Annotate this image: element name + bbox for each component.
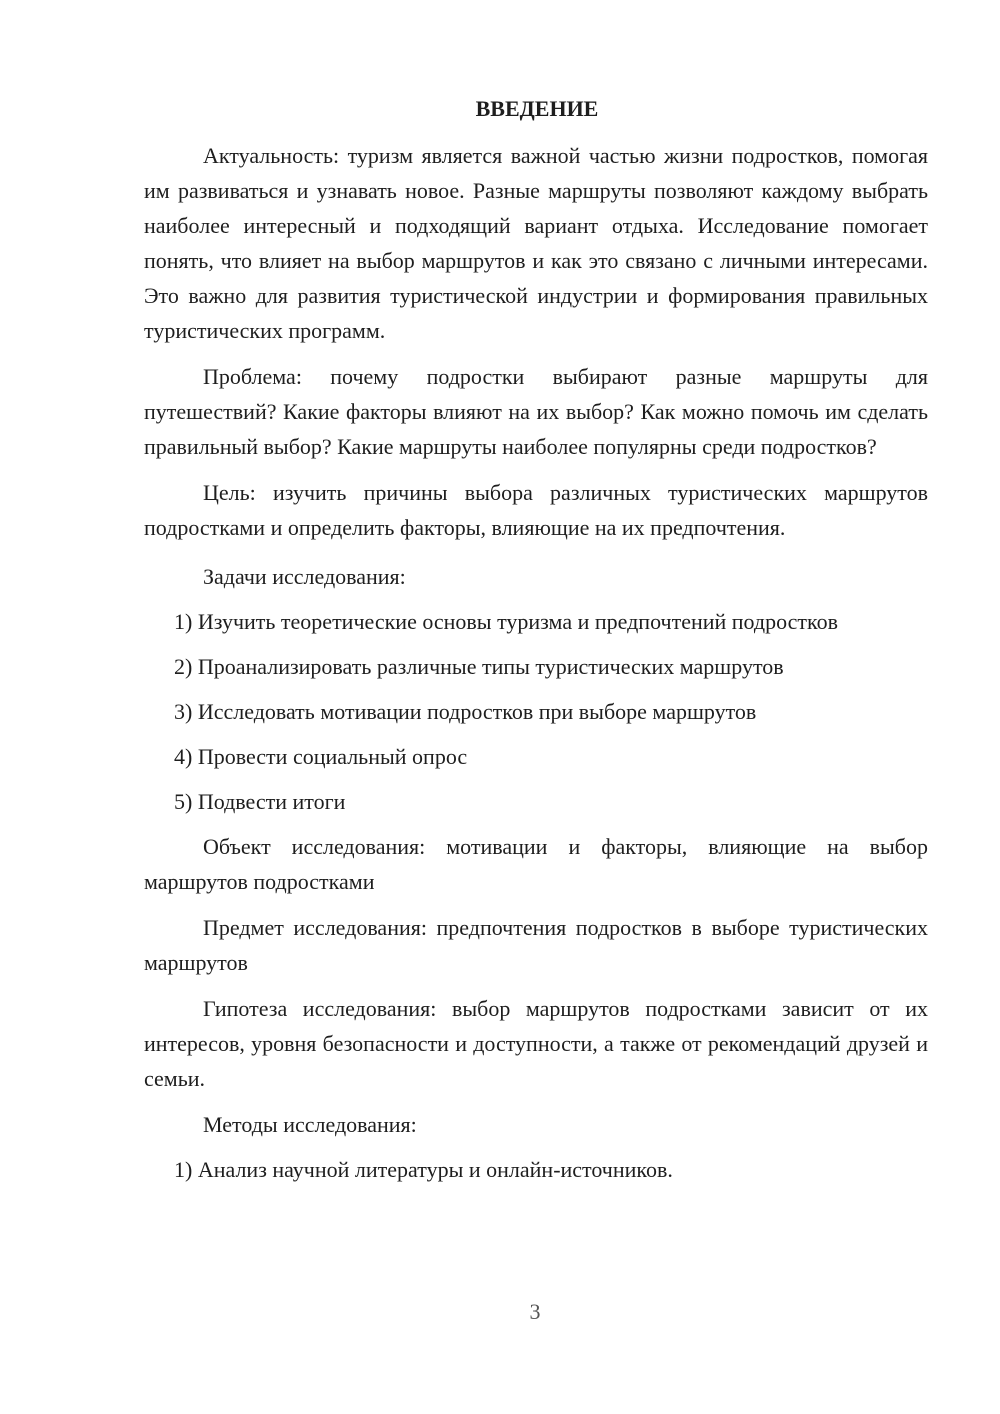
- object-paragraph: Объект исследования: мотивации и факторы, влияющие на выбор маршрутов подростками: [144, 834, 928, 894]
- page-number: 3: [529, 1299, 541, 1324]
- relevance-paragraph: Актуальность: туризм является важной частью жизни подростков, помогая им развиваться и узнавать новое. Разные маршруты позволяют каждому выбрать наиболее интересный и подходящий вариант отдыха. Исследование помогает понять, что влияет на выбор маршрутов и как это связано с личными интересами. Это важно для развития туристической индустрии и формирования правильных туристических программ.: [144, 143, 928, 343]
- goal-paragraph: Цель: изучить причины выбора различных туристических маршрутов подростками и определить факторы, влияющие на их предпочтения.: [144, 480, 928, 540]
- list-item: 2) Проанализировать различные типы туристических маршрутов: [174, 654, 784, 679]
- problem-paragraph: Проблема: почему подростки выбирают разные маршруты для путешествий? Какие факторы влияют на их выбор? Как можно помочь им сделать правильный выбор? Какие маршруты наиболее популярны среди подростков?: [144, 364, 928, 459]
- methods-list: [144, 1152, 928, 1187]
- subject-paragraph: Предмет исследования: предпочтения подростков в выборе туристических маршрутов: [144, 915, 928, 975]
- page-content: [144, 94, 928, 1197]
- list-item: 4) Провести социальный опрос: [174, 744, 468, 769]
- hypothesis-paragraph: Гипотеза исследования: выбор маршрутов подростками зависит от их интересов, уровня безопасности и доступности, а также от рекомендаций друзей и семьи.: [144, 996, 928, 1091]
- list-item: 5) Подвести итоги: [174, 789, 346, 814]
- list-item: 3) Исследовать мотивации подростков при выборе маршрутов: [174, 699, 757, 724]
- tasks-list: [144, 604, 928, 819]
- tasks-heading: Задачи исследования:: [203, 564, 406, 589]
- list-item: 1) Анализ научной литературы и онлайн-источников.: [174, 1157, 673, 1182]
- methods-heading: Методы исследования:: [203, 1112, 417, 1137]
- section-title: ВВЕДЕНИЕ: [475, 96, 599, 121]
- list-item: 1) Изучить теоретические основы туризма и предпочтений подростков: [174, 609, 838, 634]
